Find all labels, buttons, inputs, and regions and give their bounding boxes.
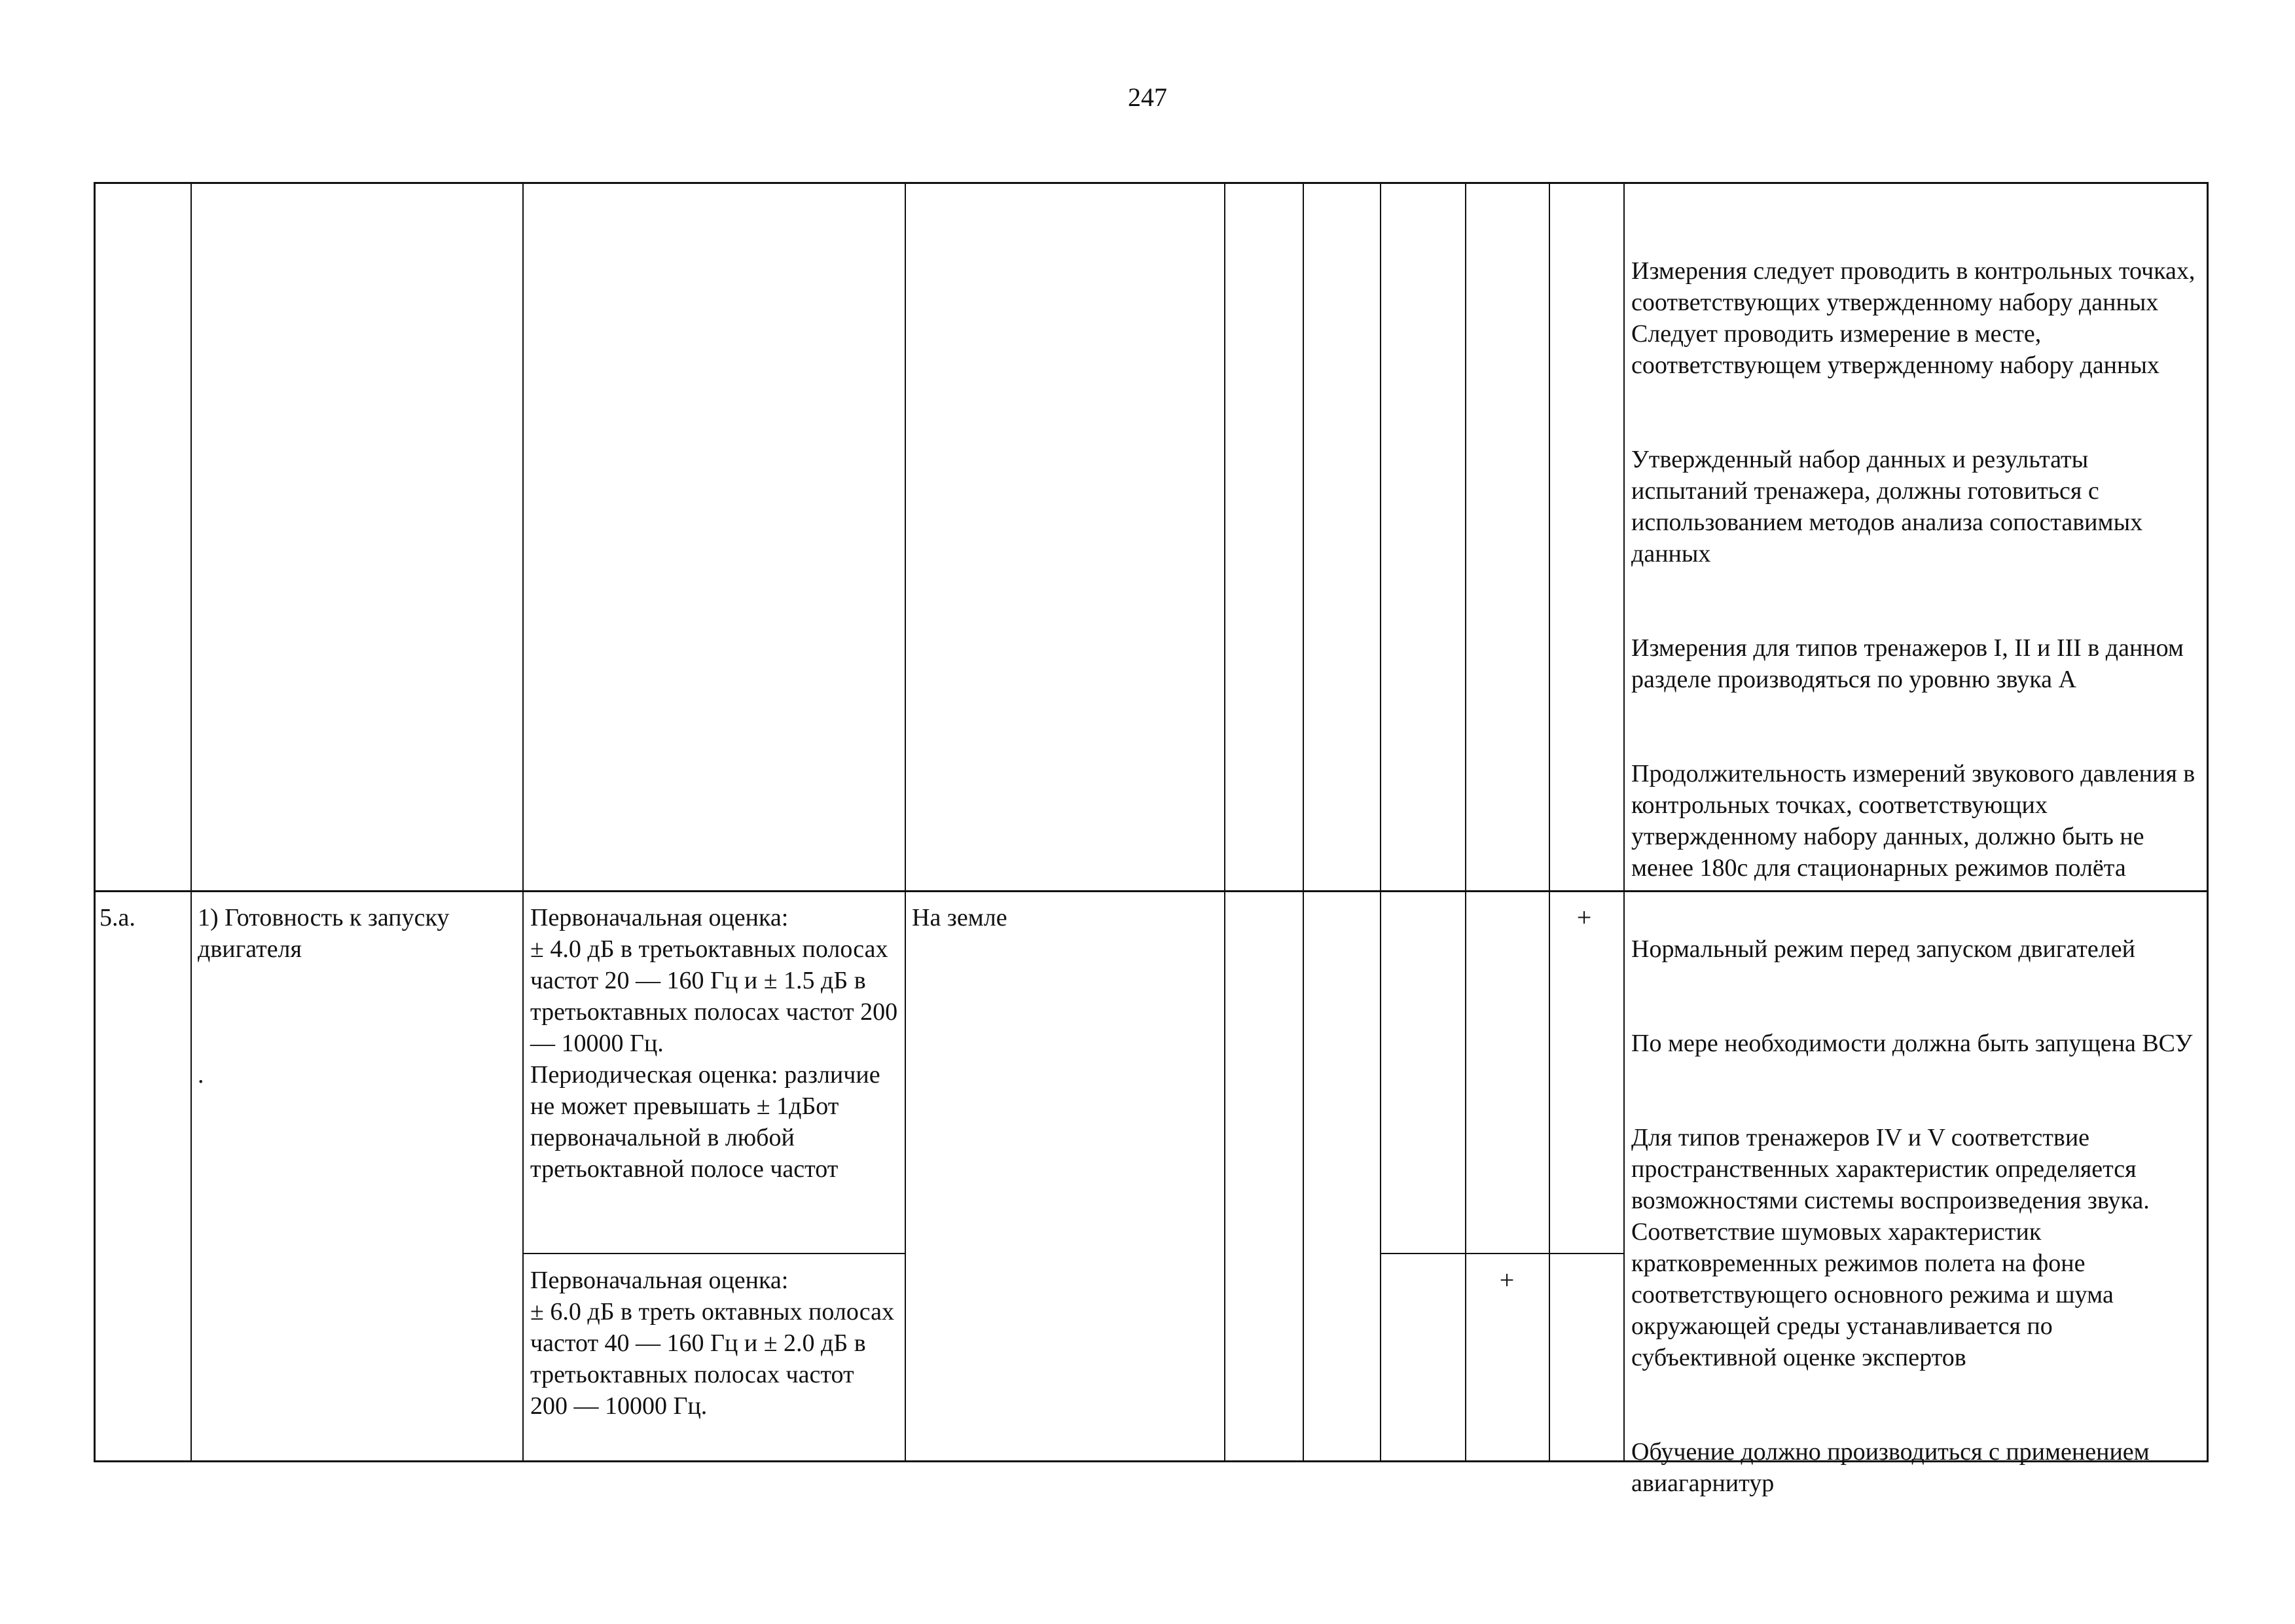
remark-paragraph: Утвержденный набор данных и результаты испытаний тренажера, должны готовиться с использованием методов анализа сопоставимых данных xyxy=(1631,446,2143,568)
column-divider xyxy=(522,182,524,1462)
remarks-cell-5a xyxy=(1631,902,2201,1530)
table-right-border xyxy=(2207,182,2209,1462)
column-divider xyxy=(1549,182,1550,1462)
flight-condition: На земле xyxy=(912,904,1007,931)
stray-dot: . xyxy=(198,1061,204,1089)
column-divider xyxy=(1303,182,1304,1462)
column-divider xyxy=(1224,182,1225,1462)
table-left-border xyxy=(94,182,96,1462)
tolerance-cell-1: Первоначальная оценка: ± 4.0 дБ в третьоктавных полосах частот 20 — 160 Гц и ± 1.5 дБ в третьоктавных полосах частот 200 — 10000 Гц. Периодическая оценка: различие не может превышать ± 1дБот первоначальной в любой третьоктавной полосе частот xyxy=(530,904,898,1183)
remark-paragraph: Измерения для типов тренажеров I, II и III в данном разделе производяться по уровню звука А xyxy=(1631,634,2184,693)
subrow-divider-tolerance xyxy=(524,1253,905,1254)
column-divider xyxy=(190,182,192,1462)
remark-paragraph: Продолжительность измерений звукового давления в контрольных точках, соответствующих утвержденному набору данных, должно быть не менее 180с для стационарных режимов полёта xyxy=(1631,760,2196,882)
remark-paragraph: Для типов тренажеров IV и V соответствие пространственных характеристик определяется возможностями системы воспроизведения звука. Соответствие шумовых характеристик кратковременных режимов полета на фоне соответствующего основного режима и шума окружающей среды устанавливается по субъективной оценке экспертов xyxy=(1631,1124,2150,1371)
page-number: 247 xyxy=(1128,82,1167,112)
table-top-border xyxy=(94,182,2209,184)
applicability-mark: + xyxy=(1576,903,1592,932)
subrow-divider-marks xyxy=(1381,1253,1625,1254)
remark-paragraph: Измерения следует проводить в контрольных точках, соответствующих утвержденному набору данных Следует проводить измерение в месте, соответствующем утвержденному набору данных xyxy=(1631,257,2196,379)
remark-paragraph: Обучение должно производиться с применением авиагарнитур xyxy=(1631,1438,2150,1497)
row-number: 5.a. xyxy=(99,904,136,931)
column-divider xyxy=(905,182,906,1462)
column-divider xyxy=(1465,182,1466,1462)
remark-paragraph: Нормальный режим перед запуском двигателей xyxy=(1631,935,2135,963)
remarks-cell-continuation xyxy=(1631,224,2201,915)
tolerance-cell-2: Первоначальная оценка: ± 6.0 дБ в треть октавных полосах частот 40 — 160 Гц и ± 2.0 дБ в третьоктавных полосах частот 200 — 10000 Гц. xyxy=(530,1267,894,1420)
test-name: 1) Готовность к запуску двигателя xyxy=(198,904,450,963)
applicability-mark: + xyxy=(1499,1265,1515,1295)
column-divider xyxy=(1623,182,1625,1462)
column-divider xyxy=(1380,182,1381,1462)
remark-paragraph: По мере необходимости должна быть запущена ВСУ xyxy=(1631,1030,2193,1057)
